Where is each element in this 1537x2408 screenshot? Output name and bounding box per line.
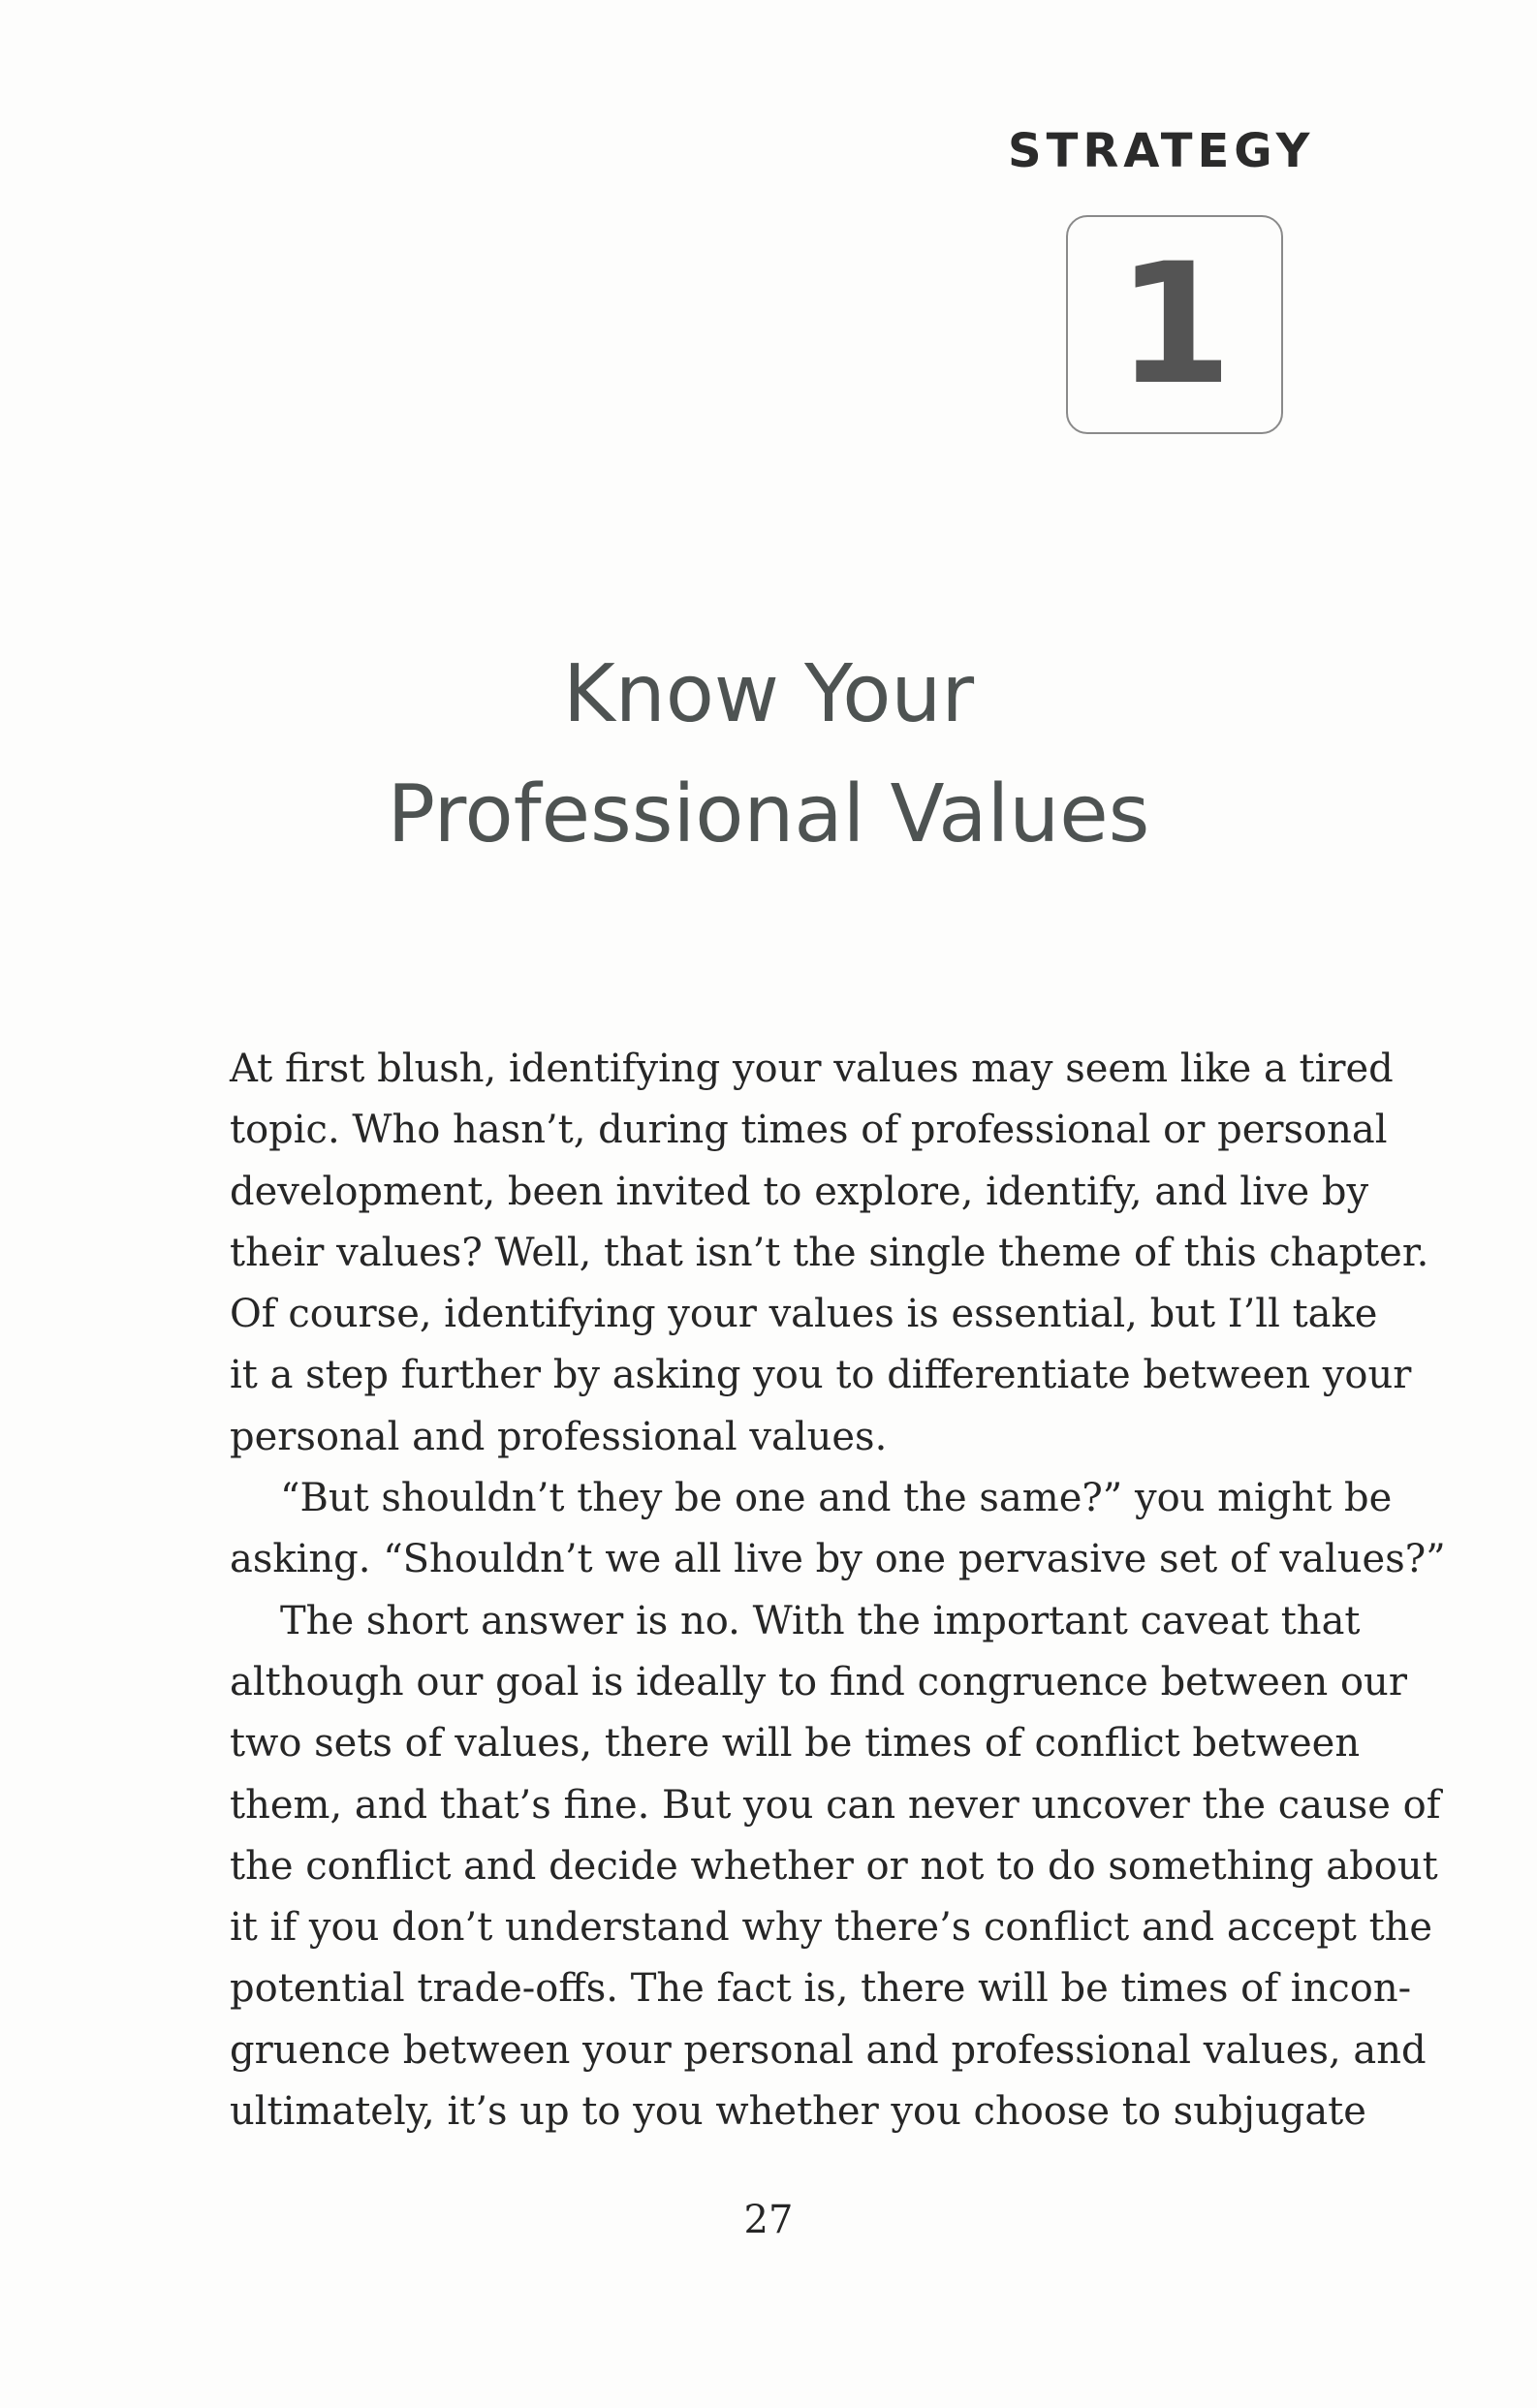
text-line: ultimately, it’s up to you whether you choose to subjugate <box>230 2089 1366 2135</box>
text-line: gruence between your personal and professional values, and <box>230 2027 1427 2073</box>
text-line: the conflict and decide whether or not to do something about <box>230 1843 1438 1889</box>
chapter-title-line-1: Know Your <box>562 648 975 740</box>
strategy-number: 1 <box>1116 227 1233 422</box>
text-line: Of course, identifying your values is essential, but I’ll take <box>230 1292 1378 1337</box>
text-line: development, been invited to explore, identify, and live by <box>230 1169 1369 1214</box>
text-line: their values? Well, that isn’t the single theme of this chapter. <box>230 1230 1429 1275</box>
text-line: The short answer is no. With the important caveat that <box>280 1598 1361 1643</box>
chapter-title <box>194 635 1343 875</box>
strategy-label: STRATEGY <box>1008 124 1315 178</box>
body-text <box>230 1039 1446 2142</box>
page-number: 27 <box>743 2198 794 2242</box>
text-line: At first blush, identifying your values may seem like a tired <box>230 1047 1394 1091</box>
text-line: them, and that’s fine. But you can never uncover the cause of <box>230 1782 1441 1828</box>
text-line: topic. Who hasn’t, during times of professional or personal <box>230 1108 1388 1153</box>
text-line: “But shouldn’t they be one and the same?” you might be <box>280 1476 1393 1521</box>
text-line: it a step further by asking you to differentiate between your <box>230 1353 1412 1398</box>
strategy-number-box <box>1066 215 1283 434</box>
chapter-title-line-2: Professional Values <box>387 768 1150 860</box>
text-line: although our goal is ideally to find congruence between our <box>230 1659 1407 1704</box>
text-line: two sets of values, there will be times of conflict between <box>230 1721 1361 1767</box>
text-line: personal and professional values. <box>230 1414 888 1459</box>
text-line: potential trade-offs. The fact is, there will be times of incon- <box>230 1966 1412 2012</box>
text-line: it if you don’t understand why there’s conflict and accept the <box>230 1905 1433 1951</box>
text-line: asking. “Shouldn’t we all live by one pervasive set of values?” <box>230 1537 1446 1582</box>
